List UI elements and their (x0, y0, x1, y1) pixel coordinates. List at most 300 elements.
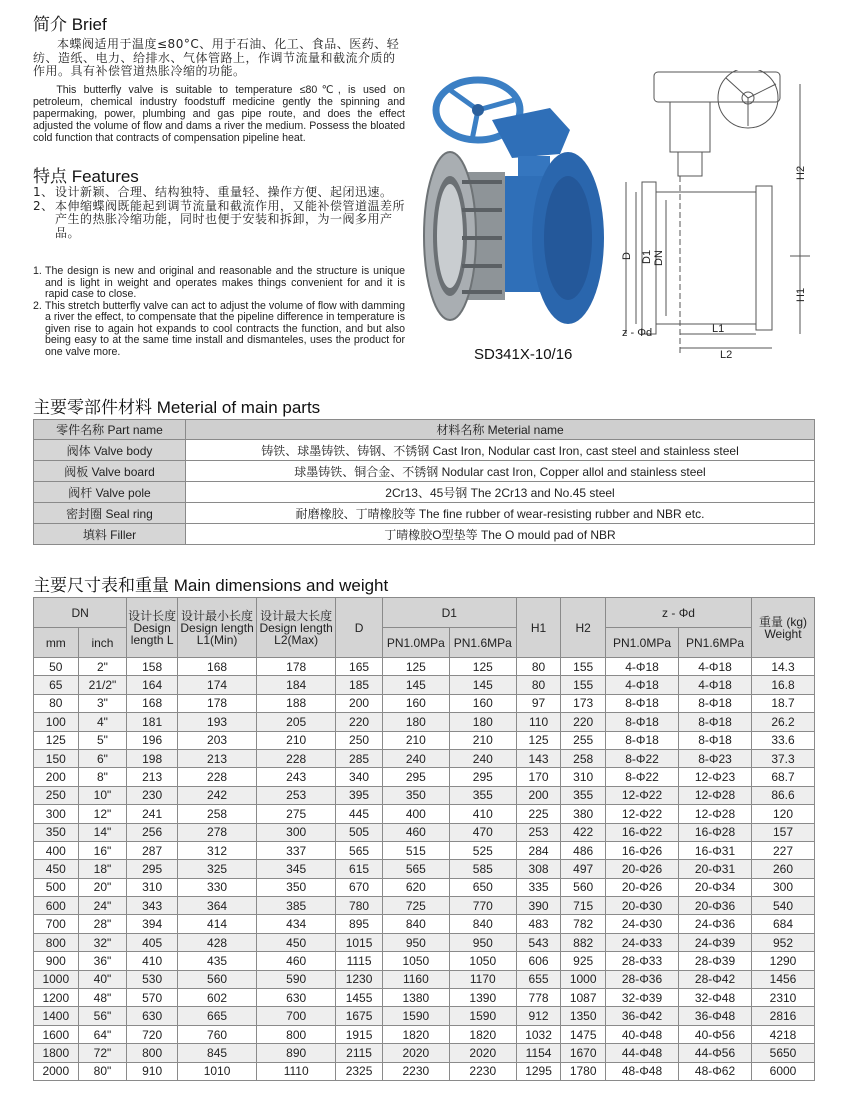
features-zh-item: 1、 设计新颖、合理、结构独特、重量轻、操作方便、起闭迅速。 (33, 185, 393, 199)
table-cell: 97 (516, 694, 561, 712)
table-cell: 1675 (336, 1007, 383, 1025)
table-cell: 414 (178, 915, 257, 933)
parts-table (33, 419, 815, 545)
table-cell: 80 (516, 658, 561, 676)
table-cell: 1820 (382, 1025, 449, 1043)
table-cell: 428 (178, 933, 257, 951)
table-cell: 1154 (516, 1044, 561, 1062)
table-cell: 48-Φ48 (606, 1062, 679, 1080)
table-cell: 16-Φ26 (606, 841, 679, 859)
dims-title: 主要尺寸表和重量 Main dimensions and weight (33, 576, 389, 595)
table-cell: 2816 (752, 1007, 815, 1025)
table-cell: 1110 (257, 1062, 336, 1080)
table-cell: 890 (257, 1044, 336, 1062)
table-cell: 110 (516, 713, 561, 731)
table-cell: 8-Φ18 (679, 731, 752, 749)
table-cell: 200 (516, 786, 561, 804)
table-row (34, 1007, 815, 1025)
table-cell: 4-Φ18 (679, 676, 752, 694)
table-cell: 125 (382, 658, 449, 676)
table-cell: 168 (178, 658, 257, 676)
table-cell: 615 (336, 860, 383, 878)
col-h2: H2 (561, 598, 606, 658)
table-row (34, 897, 815, 915)
table-cell: 228 (178, 768, 257, 786)
table-cell: 125 (34, 731, 79, 749)
table-cell: 143 (516, 749, 561, 767)
table-cell: 250 (34, 786, 79, 804)
table-cell: 8" (78, 768, 127, 786)
table-cell: 253 (257, 786, 336, 804)
table-cell: 310 (561, 768, 606, 786)
table-cell: 470 (449, 823, 516, 841)
table-cell: 2230 (382, 1062, 449, 1080)
features-en-item: 2. This stretch butterfly valve can act to adjust the volume of flow with damming a river the effect, to compensate that the pipeline difference in temperature is given rise to again hot expands to cool contracts the function, and but also being easy to at the same time install and dismanteles, uses the product for one valve more. (33, 299, 406, 358)
table-cell: 355 (561, 786, 606, 804)
model-caption: SD341X-10/16 (474, 346, 573, 363)
table-cell: 36" (78, 952, 127, 970)
table-cell: 325 (178, 860, 257, 878)
table-cell: 910 (127, 1062, 178, 1080)
table-cell: 205 (257, 713, 336, 731)
col-dn: DN (34, 598, 127, 628)
table-cell: 1820 (449, 1025, 516, 1043)
brief-title: 简介 Brief (33, 15, 107, 34)
table-cell: 543 (516, 933, 561, 951)
table-cell: 560 (178, 970, 257, 988)
table-cell: 385 (257, 897, 336, 915)
col-d1: D1 (382, 598, 516, 628)
table-cell: 258 (178, 805, 257, 823)
table-cell: 44-Φ56 (679, 1044, 752, 1062)
table-cell: 1455 (336, 989, 383, 1007)
label-dn: DN (653, 250, 665, 266)
table-cell: 6" (78, 749, 127, 767)
table-row: 阀体 Valve body 铸铁、球墨铸铁、铸钢、不锈钢 Cast Iron, Nodular cast Iron, cast steel and stainless steel (34, 440, 815, 461)
table-cell: 515 (382, 841, 449, 859)
table-cell: 180 (382, 713, 449, 731)
col-l: 设计长度 Design length L (127, 598, 178, 658)
table-cell: 650 (449, 878, 516, 896)
table-cell: 18.7 (752, 694, 815, 712)
table-cell: 390 (516, 897, 561, 915)
table-cell: 24" (78, 897, 127, 915)
table-cell: 203 (178, 731, 257, 749)
table-cell: 210 (257, 731, 336, 749)
table-cell: 4" (78, 713, 127, 731)
table-cell: 800 (34, 933, 79, 951)
table-cell: 24-Φ33 (606, 933, 679, 951)
table-cell: 255 (561, 731, 606, 749)
table-cell: 308 (516, 860, 561, 878)
table-cell: 240 (382, 749, 449, 767)
table-cell: 285 (336, 749, 383, 767)
table-cell: 565 (336, 841, 383, 859)
table-cell: 1032 (516, 1025, 561, 1043)
table-cell: 213 (127, 768, 178, 786)
table-cell: 312 (178, 841, 257, 859)
col-l1: 设计最小长度 Design length L1(Min) (178, 598, 257, 658)
table-cell: 780 (336, 897, 383, 915)
label-d: D (621, 252, 633, 260)
table-cell: 8-Φ18 (679, 713, 752, 731)
table-cell: 8-Φ18 (606, 694, 679, 712)
table-cell: 1915 (336, 1025, 383, 1043)
table-cell: 174 (178, 676, 257, 694)
table-cell: 345 (257, 860, 336, 878)
table-cell: 845 (178, 1044, 257, 1062)
table-cell: 287 (127, 841, 178, 859)
label-l2: L2 (720, 349, 733, 360)
table-cell: 198 (127, 749, 178, 767)
table-cell: 64" (78, 1025, 127, 1043)
table-cell: 8-Φ23 (679, 749, 752, 767)
table-cell: 170 (516, 768, 561, 786)
table-cell: 295 (382, 768, 449, 786)
table-cell: 700 (257, 1007, 336, 1025)
table-cell: 275 (257, 805, 336, 823)
table-cell: 840 (382, 915, 449, 933)
table-row (34, 768, 815, 786)
table-cell: 606 (516, 952, 561, 970)
table-cell: 1000 (34, 970, 79, 988)
table-cell: 3" (78, 694, 127, 712)
label-z: z - Φd (622, 327, 653, 339)
table-row: 密封圈 Seal ring 耐磨橡胶、丁晴橡胶等 The fine rubber of wear-resisting rubber and NBR etc. (34, 503, 815, 524)
table-row (34, 749, 815, 767)
table-cell: 24-Φ36 (679, 915, 752, 933)
table-cell: 125 (516, 731, 561, 749)
label-h2: H2 (795, 165, 807, 180)
label-h1: H1 (795, 287, 807, 302)
table-cell: 4-Φ18 (679, 658, 752, 676)
table-cell: 895 (336, 915, 383, 933)
col-h1: H1 (516, 598, 561, 658)
table-row (34, 915, 815, 933)
table-cell: 145 (449, 676, 516, 694)
table-cell: 37.3 (752, 749, 815, 767)
parts-title: 主要零部件材料 Meterial of main parts (33, 398, 321, 417)
table-cell: 8-Φ18 (679, 694, 752, 712)
table-cell: 16-Φ31 (679, 841, 752, 859)
table-cell: 2020 (449, 1044, 516, 1062)
table-cell: 72" (78, 1044, 127, 1062)
table-cell: 210 (382, 731, 449, 749)
table-cell: 12-Φ22 (606, 786, 679, 804)
table-cell: 405 (127, 933, 178, 951)
table-cell: 1380 (382, 989, 449, 1007)
table-cell: 343 (127, 897, 178, 915)
table-cell: 168 (127, 694, 178, 712)
table-cell: 260 (752, 860, 815, 878)
table-cell: 620 (382, 878, 449, 896)
table-cell: 505 (336, 823, 383, 841)
table-cell: 335 (516, 878, 561, 896)
table-cell: 355 (449, 786, 516, 804)
table-cell: 665 (178, 1007, 257, 1025)
table-cell: 158 (127, 658, 178, 676)
label-l1: L1 (712, 323, 725, 335)
table-cell: 295 (449, 768, 516, 786)
table-cell: 950 (449, 933, 516, 951)
table-cell: 8-Φ22 (606, 749, 679, 767)
table-cell: 565 (382, 860, 449, 878)
table-cell: 100 (34, 713, 79, 731)
table-cell: 720 (127, 1025, 178, 1043)
table-cell: 1400 (34, 1007, 79, 1025)
table-cell: 178 (257, 658, 336, 676)
table-cell: 20-Φ31 (679, 860, 752, 878)
table-cell: 1390 (449, 989, 516, 1007)
table-cell: 1350 (561, 1007, 606, 1025)
table-cell: 24-Φ30 (606, 915, 679, 933)
table-cell: 770 (449, 897, 516, 915)
table-cell: 200 (34, 768, 79, 786)
table-cell: 952 (752, 933, 815, 951)
valve-photo (420, 68, 608, 340)
table-cell: 16-Φ22 (606, 823, 679, 841)
table-cell: 180 (449, 713, 516, 731)
table-cell: 2115 (336, 1044, 383, 1062)
table-cell: 10" (78, 786, 127, 804)
table-cell: 188 (257, 694, 336, 712)
table-cell: 2" (78, 658, 127, 676)
table-cell: 445 (336, 805, 383, 823)
table-cell: 32-Φ48 (679, 989, 752, 1007)
table-cell: 1780 (561, 1062, 606, 1080)
brief-zh: 本蝶阀适用于温度≤80°C、用于石油、化工、食品、医药、轻纺、造纸、电力、给排水、气体管路上，作调节流量和截流介质的作用。具有补偿管道热胀冷缩的功能。 (33, 37, 400, 78)
table-cell: 2230 (449, 1062, 516, 1080)
table-cell: 20-Φ26 (606, 860, 679, 878)
features-zh-list (33, 186, 405, 240)
table-cell: 450 (257, 933, 336, 951)
table-cell: 240 (449, 749, 516, 767)
table-cell: 160 (449, 694, 516, 712)
col-zd: z - Φd (606, 598, 752, 628)
table-cell: 12-Φ28 (679, 786, 752, 804)
table-cell: 630 (257, 989, 336, 1007)
table-cell: 40-Φ56 (679, 1025, 752, 1043)
table-cell: 1200 (34, 989, 79, 1007)
table-cell: 1015 (336, 933, 383, 951)
table-cell: 1590 (382, 1007, 449, 1025)
table-cell: 18" (78, 860, 127, 878)
dims-body (34, 658, 815, 1081)
table-cell: 178 (178, 694, 257, 712)
table-cell: 28-Φ42 (679, 970, 752, 988)
table-row: 填料 Filler 丁晴橡胶O型垫等 The O mould pad of NBR (34, 524, 815, 545)
table-cell: 33.6 (752, 731, 815, 749)
table-cell: 14.3 (752, 658, 815, 676)
table-row (34, 952, 815, 970)
table-row (34, 805, 815, 823)
col-l2: 设计最大长度 Design length L2(Max) (257, 598, 336, 658)
table-cell: 12-Φ23 (679, 768, 752, 786)
table-cell: 330 (178, 878, 257, 896)
table-cell: 1050 (449, 952, 516, 970)
table-cell: 20-Φ30 (606, 897, 679, 915)
table-cell: 227 (752, 841, 815, 859)
brief-en: This butterfly valve is suitable to temperature ≤80℃, is used on petroleum, chemical industry foodstuff medicine gently the spinning and papermaking, power, plumbing and gas pipe route, and does the effect adjusted the volume of flow and dams a river the medium. Possess the bloated cold function that contracts of compensation pipeline heat. (33, 84, 405, 144)
table-row (34, 970, 815, 988)
table-cell: 196 (127, 731, 178, 749)
table-cell: 173 (561, 694, 606, 712)
col-weight: 重量 (kg) Weight (752, 598, 815, 658)
table-cell: 310 (127, 878, 178, 896)
table-cell: 2310 (752, 989, 815, 1007)
features-en-list (33, 266, 405, 358)
table-cell: 28-Φ33 (606, 952, 679, 970)
parts-header-material: 材料名称 Meterial name (186, 420, 815, 440)
table-cell: 1115 (336, 952, 383, 970)
table-cell: 684 (752, 915, 815, 933)
table-cell: 120 (752, 805, 815, 823)
table-row (34, 1025, 815, 1043)
table-cell: 253 (516, 823, 561, 841)
table-row (34, 860, 815, 878)
table-cell: 258 (561, 749, 606, 767)
table-cell: 394 (127, 915, 178, 933)
table-cell: 16.8 (752, 676, 815, 694)
table-row (34, 823, 815, 841)
table-cell: 241 (127, 805, 178, 823)
table-cell: 6000 (752, 1062, 815, 1080)
table-cell: 8-Φ18 (606, 713, 679, 731)
table-cell: 590 (257, 970, 336, 988)
table-cell: 80 (34, 694, 79, 712)
table-cell: 16-Φ28 (679, 823, 752, 841)
table-row (34, 786, 815, 804)
col-z-pn10: PN1.0MPa (606, 628, 679, 658)
table-cell: 164 (127, 676, 178, 694)
table-cell: 12" (78, 805, 127, 823)
table-row (34, 713, 815, 731)
table-cell: 40-Φ48 (606, 1025, 679, 1043)
table-cell: 300 (257, 823, 336, 841)
table-cell: 655 (516, 970, 561, 988)
table-cell: 900 (34, 952, 79, 970)
table-cell: 1800 (34, 1044, 79, 1062)
table-cell: 155 (561, 676, 606, 694)
table-cell: 700 (34, 915, 79, 933)
table-cell: 155 (561, 658, 606, 676)
table-cell: 250 (336, 731, 383, 749)
table-cell: 284 (516, 841, 561, 859)
table-cell: 450 (34, 860, 79, 878)
table-row (34, 1062, 815, 1080)
table-cell: 24-Φ39 (679, 933, 752, 951)
table-cell: 1290 (752, 952, 815, 970)
table-row (34, 933, 815, 951)
table-cell: 350 (382, 786, 449, 804)
table-cell: 193 (178, 713, 257, 731)
table-cell: 760 (178, 1025, 257, 1043)
table-cell: 243 (257, 768, 336, 786)
table-row (34, 841, 815, 859)
table-cell: 300 (752, 878, 815, 896)
table-cell: 350 (257, 878, 336, 896)
table-cell: 410 (127, 952, 178, 970)
table-cell: 1670 (561, 1044, 606, 1062)
table-cell: 364 (178, 897, 257, 915)
table-cell: 782 (561, 915, 606, 933)
table-cell: 395 (336, 786, 383, 804)
col-d: D (336, 598, 383, 658)
table-cell: 56" (78, 1007, 127, 1025)
dimension-drawing (620, 70, 820, 360)
table-cell: 4-Φ18 (606, 658, 679, 676)
table-cell: 16" (78, 841, 127, 859)
table-cell: 220 (336, 713, 383, 731)
table-cell: 2000 (34, 1062, 79, 1080)
parts-header-part: 零件名称 Part name (34, 420, 186, 440)
table-cell: 434 (257, 915, 336, 933)
table-cell: 165 (336, 658, 383, 676)
table-cell: 20-Φ26 (606, 878, 679, 896)
table-cell: 220 (561, 713, 606, 731)
table-cell: 68.7 (752, 768, 815, 786)
table-cell: 157 (752, 823, 815, 841)
table-cell: 4-Φ18 (606, 676, 679, 694)
table-cell: 125 (449, 658, 516, 676)
table-cell: 486 (561, 841, 606, 859)
table-cell: 184 (257, 676, 336, 694)
table-cell: 65 (34, 676, 79, 694)
table-cell: 21/2" (78, 676, 127, 694)
table-cell: 483 (516, 915, 561, 933)
table-cell: 1050 (382, 952, 449, 970)
table-cell: 36-Φ48 (679, 1007, 752, 1025)
table-row: 阀板 Valve board 球墨铸铁、铜合金、不锈钢 Nodular cast Iron, Copper allol and stainless steel (34, 461, 815, 482)
table-cell: 800 (127, 1044, 178, 1062)
table-cell: 242 (178, 786, 257, 804)
table-cell: 228 (257, 749, 336, 767)
table-cell: 602 (178, 989, 257, 1007)
col-z-pn16: PN1.6MPa (679, 628, 752, 658)
table-cell: 1295 (516, 1062, 561, 1080)
table-row (34, 658, 815, 676)
table-cell: 48-Φ62 (679, 1062, 752, 1080)
table-cell: 28-Φ36 (606, 970, 679, 988)
table-cell: 80" (78, 1062, 127, 1080)
table-cell: 725 (382, 897, 449, 915)
table-row (34, 676, 815, 694)
table-cell: 185 (336, 676, 383, 694)
table-cell: 540 (752, 897, 815, 915)
table-cell: 570 (127, 989, 178, 1007)
table-cell: 1590 (449, 1007, 516, 1025)
table-cell: 840 (449, 915, 516, 933)
table-cell: 50 (34, 658, 79, 676)
table-cell: 80 (516, 676, 561, 694)
table-row (34, 989, 815, 1007)
table-cell: 20-Φ34 (679, 878, 752, 896)
table-cell: 26.2 (752, 713, 815, 731)
table-cell: 300 (34, 805, 79, 823)
table-cell: 925 (561, 952, 606, 970)
table-cell: 460 (382, 823, 449, 841)
table-cell: 882 (561, 933, 606, 951)
table-cell: 230 (127, 786, 178, 804)
table-cell: 150 (34, 749, 79, 767)
table-cell: 40" (78, 970, 127, 988)
table-cell: 435 (178, 952, 257, 970)
table-cell: 670 (336, 878, 383, 896)
col-inch: inch (78, 628, 127, 658)
table-cell: 295 (127, 860, 178, 878)
table-cell: 32" (78, 933, 127, 951)
table-cell: 800 (257, 1025, 336, 1043)
